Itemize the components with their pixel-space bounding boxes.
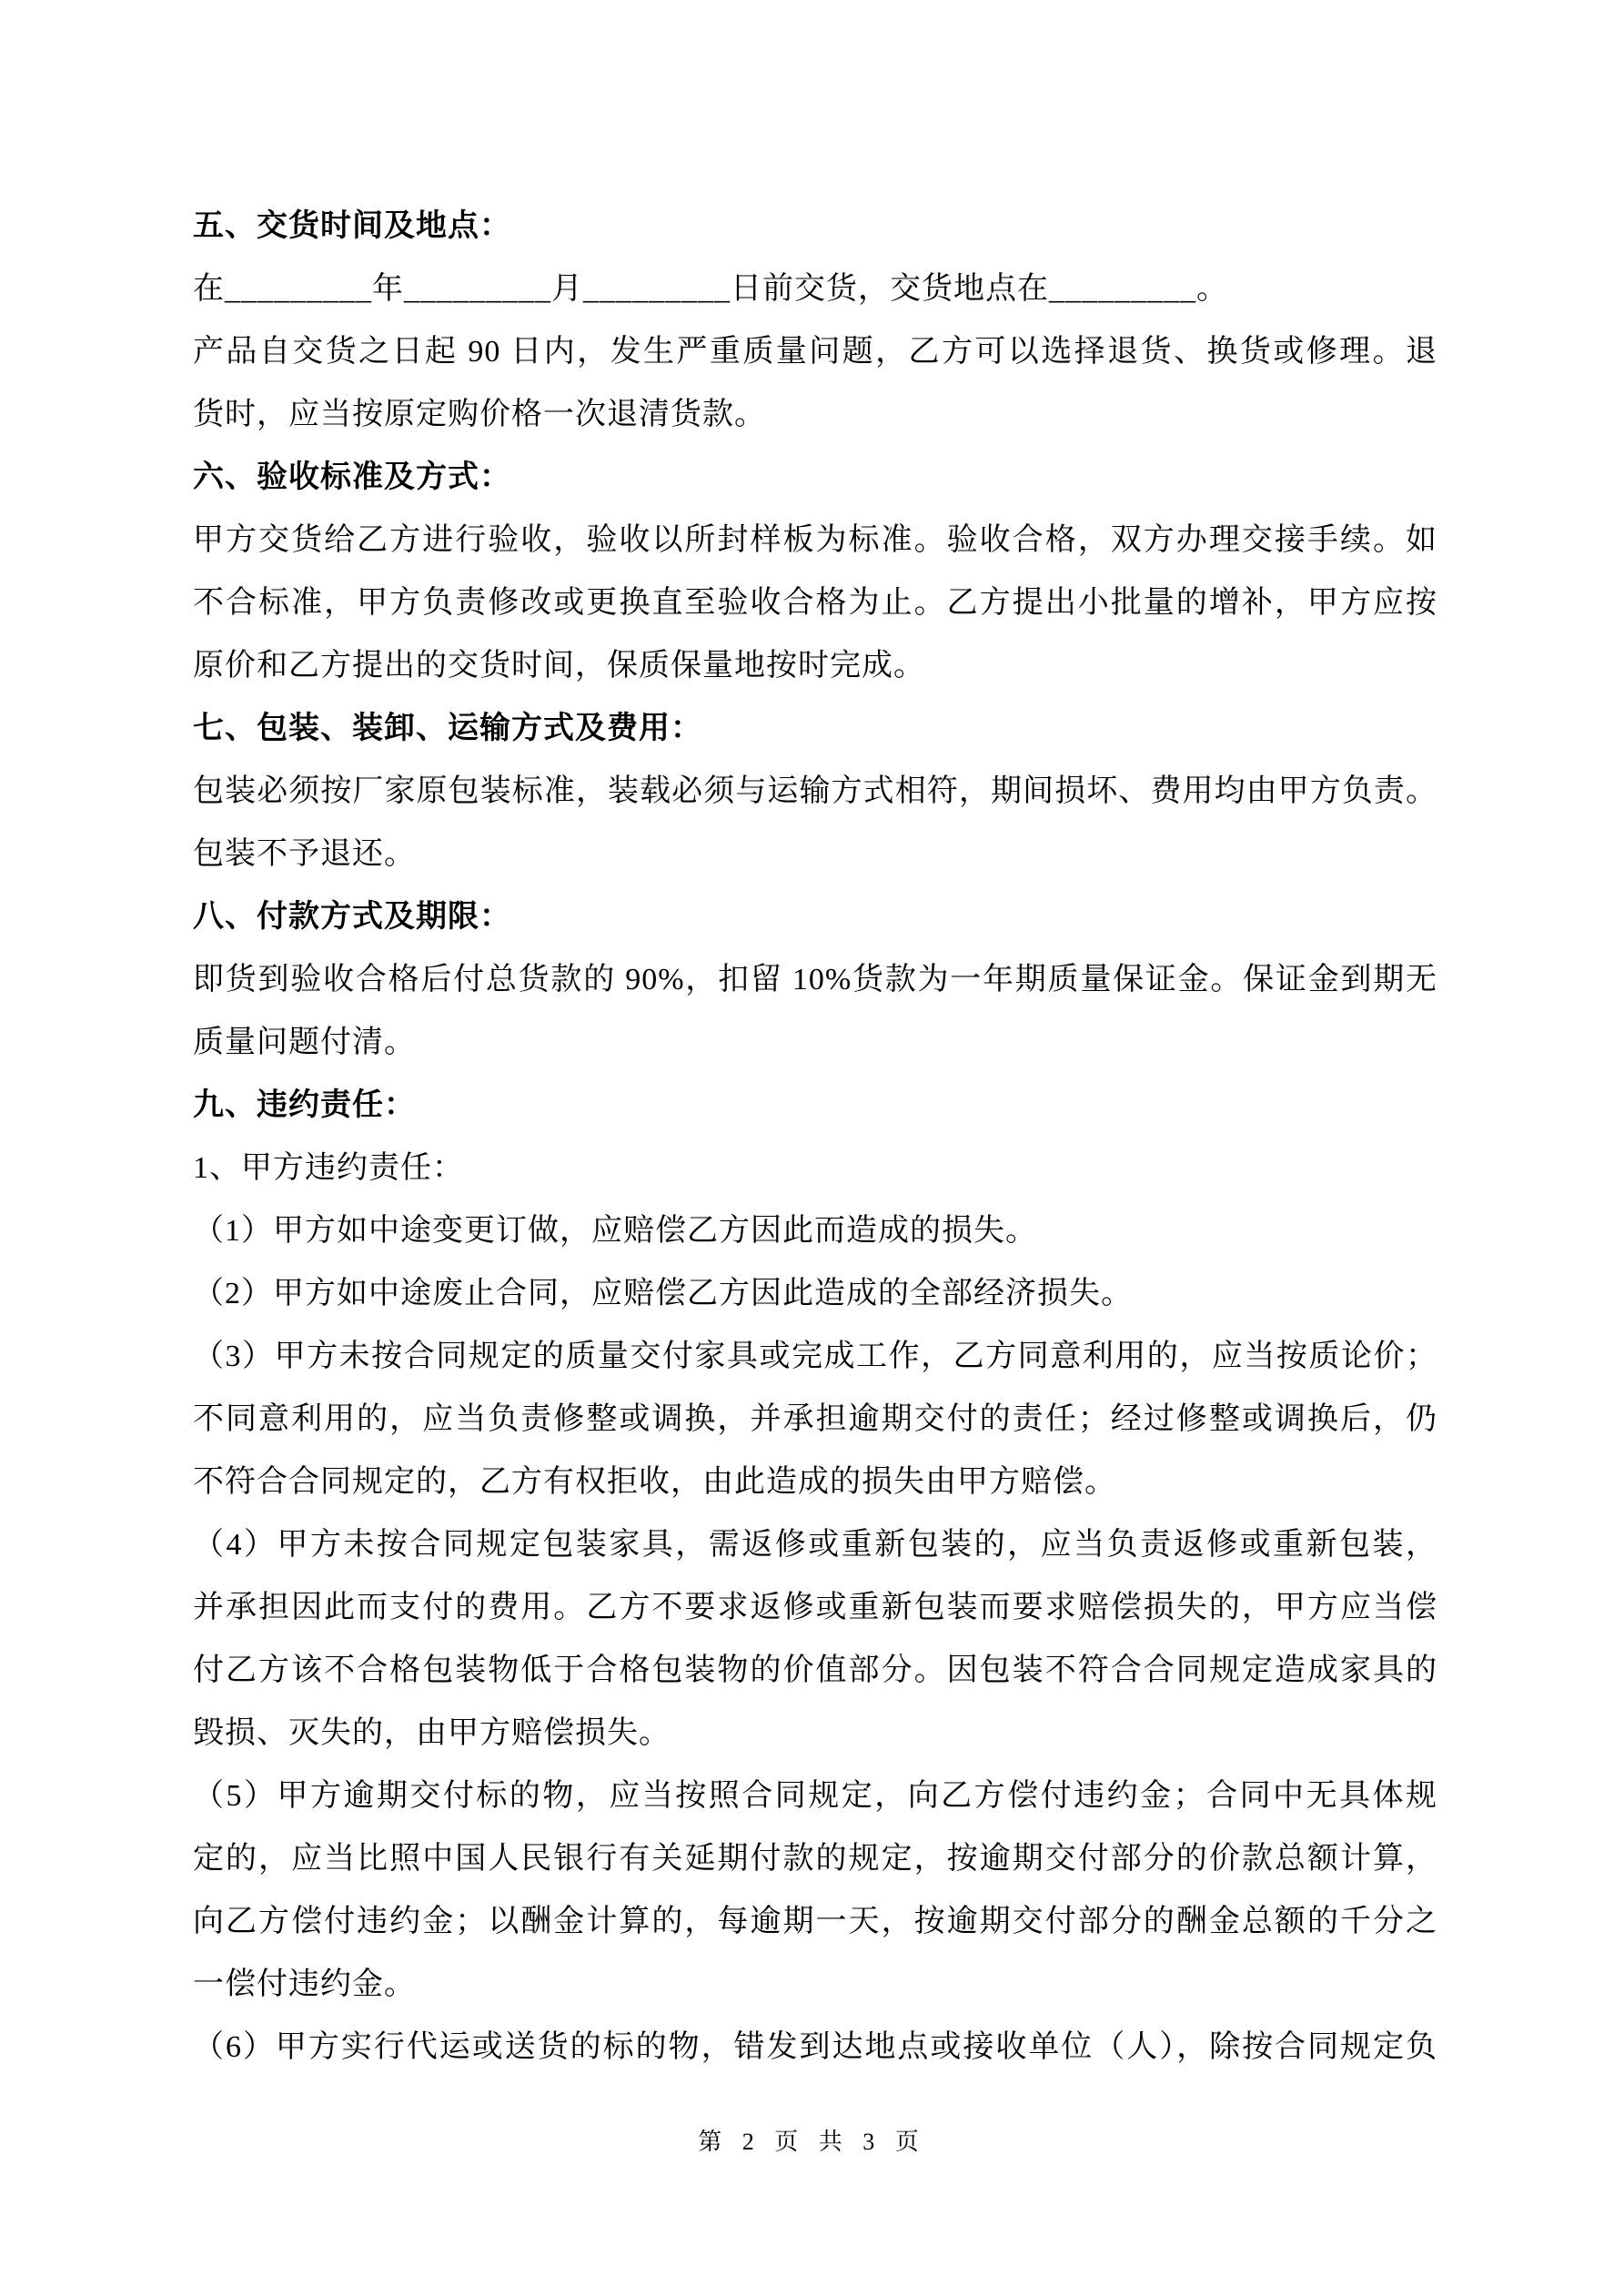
document-line: 货时，应当按原定购价格一次退清货款。 — [193, 398, 766, 431]
document-line: （5）甲方逾期交付标的物，应当按照合同规定，向乙方偿付违约金；合同中无具体规 — [193, 1779, 1437, 1813]
document-line: 不符合合同规定的，乙方有权拒收，由此造成的损失由甲方赔偿。 — [193, 1465, 1116, 1499]
section-heading: 九、违约责任： — [193, 1088, 416, 1122]
section-heading: 五、交货时间及地点： — [193, 209, 511, 243]
document-line: 产品自交货之日起 90 日内，发生严重质量问题，乙方可以选择退货、换货或修理。退 — [193, 335, 1437, 369]
document-line: （2）甲方如中途废止合同，应赔偿乙方因此造成的全部经济损失。 — [193, 1277, 1133, 1310]
document-line: 质量问题付清。 — [193, 1026, 416, 1059]
document-line: 在_________年_________月_________日前交货，交货地点在_________。 — [193, 272, 1228, 306]
document-line: 定的，应当比照中国人民银行有关延期付款的规定，按逾期交付部分的价款总额计算， — [193, 1842, 1437, 1876]
document-line: （3）甲方未按合同规定的质量交付家具或完成工作，乙方同意利用的，应当按质论价； — [193, 1340, 1437, 1373]
document-line: 1、甲方违约责任： — [193, 1151, 464, 1185]
document-line: 一偿付违约金。 — [193, 1967, 416, 2001]
document-body — [193, 195, 1437, 2079]
document-line: 甲方交货给乙方进行验收，验收以所封样板为标准。验收合格，双方办理交接手续。如 — [193, 523, 1437, 557]
document-line: 并承担因此而支付的费用。乙方不要求返修或重新包装而要求赔偿损失的，甲方应当偿 — [193, 1591, 1437, 1624]
document-line: 毁损、灭失的，由甲方赔偿损失。 — [193, 1716, 671, 1750]
section-heading: 七、包装、装卸、运输方式及费用： — [193, 712, 702, 745]
document-line: 付乙方该不合格包装物低于合格包装物的价值部分。因包装不符合合同规定造成家具的 — [193, 1654, 1437, 1687]
document-line: （4）甲方未按合同规定包装家具，需返修或重新包装的，应当负责返修或重新包装， — [193, 1528, 1437, 1562]
document-line: 不同意利用的，应当负责修整或调换，并承担逾期交付的责任；经过修整或调换后，仍 — [193, 1402, 1437, 1436]
document-line: 不合标准，甲方负责修改或更换直至验收合格为止。乙方提出小批量的增补，甲方应按 — [193, 586, 1437, 620]
document-line: （1）甲方如中途变更订做，应赔偿乙方因此而造成的损失。 — [193, 1214, 1037, 1248]
page-number-footer: 第 2 页 共 3 页 — [698, 2129, 926, 2155]
document-line: （6）甲方实行代运或送货的标的物，错发到达地点或接收单位（人），除按合同规定负 — [193, 2030, 1437, 2064]
document-line: 包装必须按厂家原包装标准，装载必须与运输方式相符，期间损坏、费用均由甲方负责。 — [193, 774, 1437, 808]
document-line: 即货到验收合格后付总货款的 90%，扣留 10%货款为一年期质量保证金。保证金到期无 — [193, 963, 1437, 996]
section-heading: 六、验收标准及方式： — [193, 460, 511, 494]
document-line: 向乙方偿付违约金；以酬金计算的，每逾期一天，按逾期交付部分的酬金总额的千分之 — [193, 1905, 1437, 1938]
document-line: 包装不予退还。 — [193, 837, 416, 871]
section-heading: 八、付款方式及期限： — [193, 900, 511, 934]
document-line: 原价和乙方提出的交货时间，保质保量地按时完成。 — [193, 649, 925, 683]
